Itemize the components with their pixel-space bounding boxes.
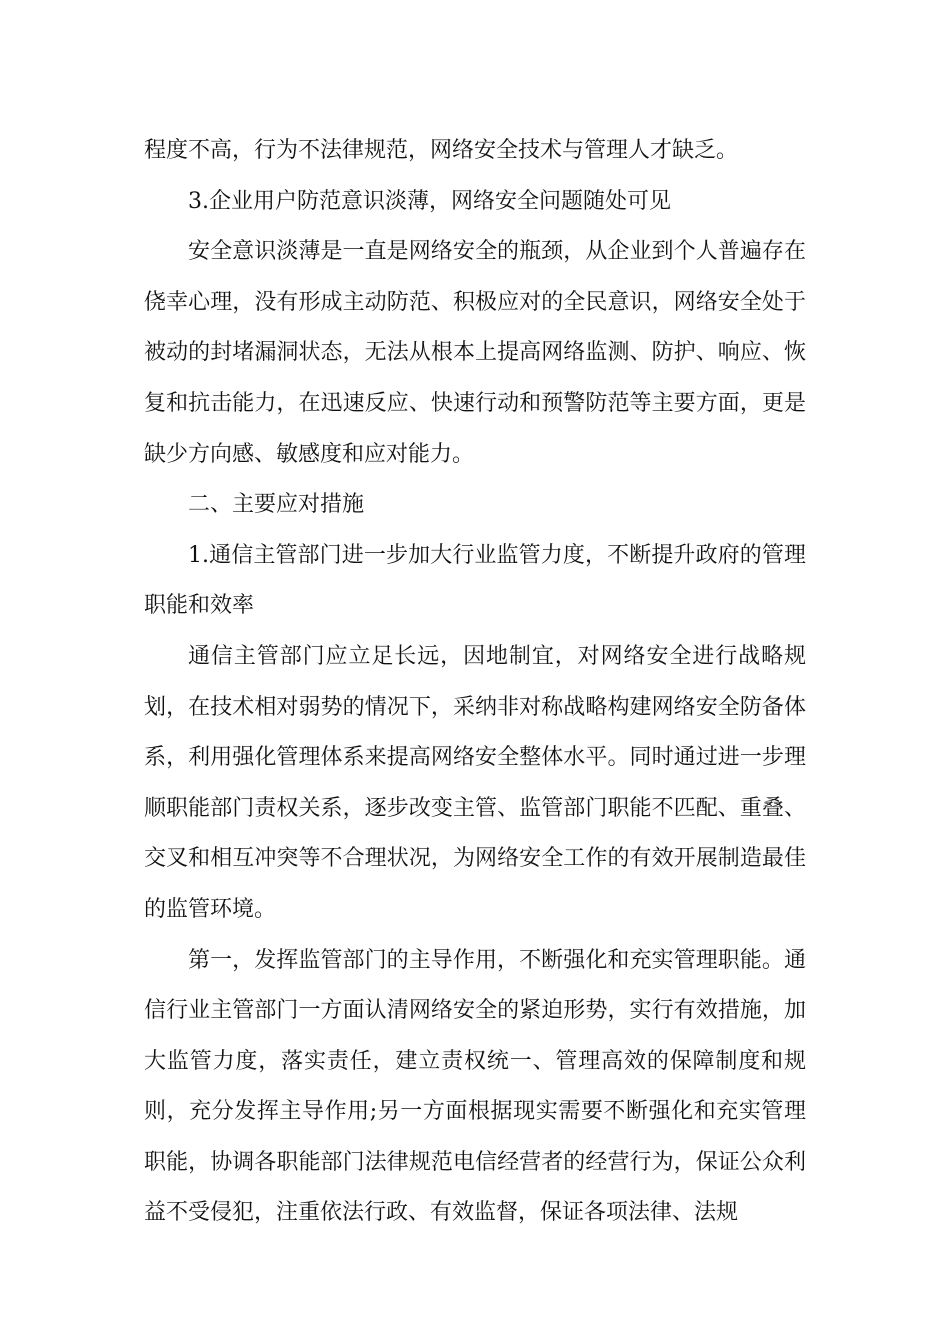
- paragraph-1: 程度不高，行为不法律规范，网络安全技术与管理人才缺乏。: [144, 138, 739, 163]
- paragraph-2: 3.企业用户防范意识淡薄，网络安全问题随处可见: [188, 188, 671, 214]
- paragraph-3: 安全意识淡薄是一直是网络安全的瓶颈，从企业到个人普遍存在侥幸心理，没有形成主动防范、积极应对的全民意识，网络安全处于被动的封堵漏洞状态，无法从根本上提高网络监测、防护、响应、恢复和抗击能力，在迅速反应、快速行动和预警防范等主要方面，更是缺少方向感、敏感度和应对能力。: [144, 239, 806, 467]
- paragraph-4: 通信主管部门应立足长远，因地制宜，对网络安全进行战略规划，在技术相对弱势的情况下，采纳非对称战略构建网络安全防备体系，利用强化管理体系来提高网络安全整体水平。同时通过进一步理顺职能部门责权关系，逐步改变主管、监管部门职能不匹配、重叠、交叉和相互冲突等不合理状况，为网络安全工作的有效开展制造最佳的监管环境。: [144, 643, 806, 922]
- section-heading: 二、主要应对措施: [188, 492, 365, 518]
- paragraph-5: 第一，发挥监管部门的主导作用，不断强化和充实管理职能。通信行业主管部门一方面认清网络安全的紧迫形势，实行有效措施，加大监管力度，落实责任，建立责权统一、管理高效的保障制度和规则，充分发挥主导作用;另一方面根据现实需要不断强化和充实管理职能，协调各职能部门法律规范电信经营者的经营行为，保证公众利益不受侵犯，注重依法行政、有效监督，保证各项法律、法规: [144, 947, 806, 1226]
- subsection-heading: 1.通信主管部门进一步加大行业监管力度，不断提升政府的管理职能和效率: [144, 542, 806, 619]
- document-body: [144, 126, 806, 1239]
